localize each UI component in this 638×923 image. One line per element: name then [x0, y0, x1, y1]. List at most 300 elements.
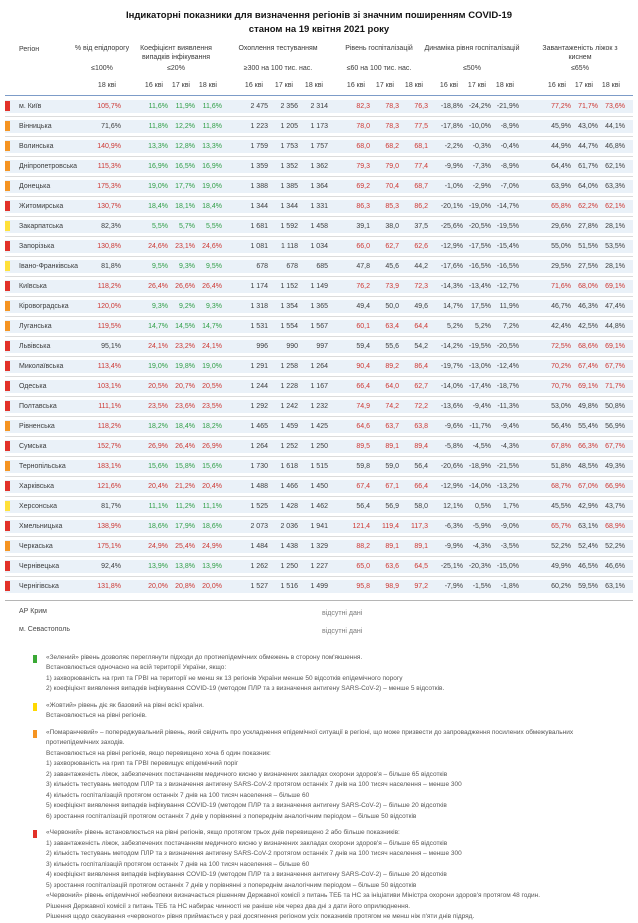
value-cell: 20,7% [175, 382, 195, 390]
value-cell: 1 388 [250, 182, 268, 190]
value-cell: 70,7% [551, 382, 571, 390]
value-cell: 117,3 [411, 522, 428, 530]
value-cell: 16,9% [148, 162, 168, 170]
region-name: м. Київ [19, 102, 42, 110]
value-cell: 95,8 [356, 582, 370, 590]
value-cell: 69,1% [578, 382, 598, 390]
value-cell: 20,0% [148, 582, 168, 590]
value-cell: 86,4 [414, 362, 428, 370]
value-cell: 66,4 [414, 482, 428, 490]
value-cell: 13,8% [175, 562, 195, 570]
value-cell: -21,9% [496, 102, 519, 110]
value-cell: 990 [286, 342, 298, 350]
column-group-label: Охоплення тестуванням [238, 44, 318, 52]
page-title [0, 0, 638, 38]
value-cell: 64,0 [385, 382, 399, 390]
date-header: 18 кві [601, 81, 620, 89]
column-group-testing-coverage [223, 44, 333, 72]
region-name: Хмельницька [19, 522, 63, 530]
value-cell: -12,9% [440, 482, 463, 490]
value-cell: 1 618 [280, 462, 298, 470]
value-cell: 74,2 [385, 402, 399, 410]
legend-line: Рішення щодо скасування «червоного» рівня приймається у разі досягнення регіоном усіх показників протягом не менш ніж п'яти днів підряд. [46, 913, 475, 921]
value-cell: 61,7% [578, 162, 598, 170]
value-cell: 70,4 [385, 182, 399, 190]
value-cell: 70,2% [551, 362, 571, 370]
value-cell: 68,2 [385, 142, 399, 150]
value-cell: 130,7% [97, 202, 121, 210]
orange-level-icon [33, 730, 37, 738]
value-cell: 183,1% [97, 462, 121, 470]
header-separator-line [5, 95, 633, 96]
region-name: Житомирська [19, 202, 64, 210]
value-cell: 120,0% [97, 302, 121, 310]
date-header: 18 кві [304, 81, 323, 89]
value-cell: 1 252 [280, 442, 298, 450]
value-cell: 1 753 [280, 142, 298, 150]
no-data-row [5, 608, 633, 626]
value-cell: 72,5% [551, 342, 571, 350]
value-cell: -9,0% [500, 522, 519, 530]
value-cell: 118,2% [97, 422, 121, 430]
value-cell: 52,2% [551, 542, 571, 550]
table-row [5, 180, 633, 193]
value-cell: 44,7% [578, 142, 598, 150]
legend-line: 1) завантаженість ліжок, забезпечених постачанням медичного кисню у визначених закладах охорони здоров'я – більше 65 відсотків [46, 839, 448, 847]
value-cell: 1 450 [310, 482, 328, 490]
value-cell: 42,9% [578, 502, 598, 510]
value-cell: 55,6 [385, 342, 399, 350]
value-cell: 48,5% [578, 462, 598, 470]
value-cell: 27,5% [578, 262, 598, 270]
date-header: 17 кві [574, 81, 593, 89]
value-cell: 5,5% [152, 222, 168, 230]
value-cell: 1 759 [250, 142, 268, 150]
column-group-threshold: ≤50% [463, 64, 481, 72]
value-cell: 103,1% [97, 382, 121, 390]
region-level-orange-icon [5, 181, 10, 191]
level-indicator-cell [5, 481, 19, 491]
region-level-orange-icon [5, 141, 10, 151]
level-indicator-cell [5, 541, 19, 551]
value-cell: 19,0% [148, 362, 168, 370]
value-cell: 89,4 [414, 442, 428, 450]
value-cell: 118,2% [97, 282, 121, 290]
value-cell: -16,5% [496, 262, 519, 270]
value-cell: 1 365 [310, 302, 328, 310]
value-cell: 67,7% [605, 442, 625, 450]
date-header: 17 кві [467, 81, 486, 89]
value-cell: 131,8% [97, 582, 121, 590]
value-cell: 26,4% [202, 282, 222, 290]
column-group-label: Динаміка рівня госпіталізацій [424, 44, 520, 52]
value-cell: 24,6% [148, 242, 168, 250]
page-title-line1: Індикаторні показники для визначення регіонів зі значним поширенням COVID-19 [125, 10, 513, 21]
value-cell: 58,0 [414, 502, 428, 510]
value-cell: -4,5% [472, 442, 491, 450]
value-cell: 50,8% [605, 402, 625, 410]
value-cell: 54,2 [414, 342, 428, 350]
value-cell: -18,7% [496, 382, 519, 390]
value-cell: 20,0% [202, 582, 222, 590]
value-cell: 49,8% [578, 402, 598, 410]
date-header: 17 кві [171, 81, 190, 89]
value-cell: 71,6% [101, 122, 121, 130]
region-name: Львівська [19, 342, 51, 350]
table-row [5, 340, 633, 353]
date-header: 16 кві [439, 81, 458, 89]
value-cell: 14,7% [202, 322, 222, 330]
value-cell: 13,3% [148, 142, 168, 150]
region-name: Черкаська [19, 542, 53, 550]
region-level-red-icon [5, 401, 10, 411]
value-cell: -5,8% [444, 442, 463, 450]
value-cell: 152,7% [97, 442, 121, 450]
value-cell: 23,1% [175, 242, 195, 250]
table-row [5, 520, 633, 533]
value-cell: 9,3% [152, 302, 168, 310]
value-cell: 9,5% [152, 262, 168, 270]
value-cell: 5,2% [475, 322, 491, 330]
value-cell: 49,9% [551, 562, 571, 570]
value-cell: -25,6% [440, 222, 463, 230]
value-cell: 44,1% [605, 122, 625, 130]
value-cell: 175,1% [97, 542, 121, 550]
value-cell: -12,7% [496, 282, 519, 290]
value-cell: -9,9% [444, 162, 463, 170]
value-cell: -2,2% [444, 142, 463, 150]
date-header: 17 кві [375, 81, 394, 89]
value-cell: 1 499 [310, 582, 328, 590]
value-cell: -19,5% [496, 222, 519, 230]
value-cell: 68,1 [414, 142, 428, 150]
table-row [5, 480, 633, 493]
value-cell: 20,5% [202, 382, 222, 390]
value-cell: 49,6 [414, 302, 428, 310]
legend [0, 653, 638, 923]
value-cell: 88,2 [356, 542, 370, 550]
value-cell: 19,0% [202, 182, 222, 190]
value-cell: 1 465 [250, 422, 268, 430]
region-level-orange-icon [5, 161, 10, 171]
value-cell: 1 462 [310, 502, 328, 510]
value-cell: 1 292 [250, 402, 268, 410]
red-level-icon [33, 830, 37, 838]
value-cell: -14,0% [440, 382, 463, 390]
region-name: Закарпатська [19, 222, 64, 230]
value-cell: 64,4 [414, 322, 428, 330]
value-cell: 14,7% [443, 302, 463, 310]
region-name: Дніпропетровська [19, 162, 78, 170]
value-cell: 68,7 [414, 182, 428, 190]
legend-block-yellow [0, 701, 638, 722]
value-cell: 1 242 [280, 402, 298, 410]
legend-line: Рішення Державної комісії з питань ТЕБ та НС набирає чинності не раніше ніж через два дні з дати його оприлюднення. [46, 902, 411, 910]
value-cell: 15,8% [175, 462, 195, 470]
region-level-orange-icon [5, 461, 10, 471]
value-cell: 1 118 [281, 242, 298, 250]
legend-line: «Жовтий» рівень діє як базовий на рівні всієї країни. [46, 701, 204, 709]
level-indicator-cell [5, 361, 19, 371]
region-level-red-icon [5, 361, 10, 371]
column-group-hospitalization-dynamics [422, 44, 522, 72]
region-name: Херсонська [19, 502, 58, 510]
value-cell: -2,9% [472, 182, 491, 190]
value-cell: 20,4% [148, 482, 168, 490]
value-cell: 18,4% [148, 202, 168, 210]
value-cell: 13,9% [148, 562, 168, 570]
value-cell: 24,9% [202, 542, 222, 550]
value-cell: 9,3% [206, 302, 222, 310]
value-cell: 996 [256, 342, 268, 350]
value-cell: 140,9% [97, 142, 121, 150]
value-cell: 14,5% [175, 322, 195, 330]
value-cell: 1 329 [310, 542, 328, 550]
value-cell: -0,3% [472, 142, 491, 150]
level-indicator-cell [5, 221, 19, 231]
value-cell: -24,2% [468, 102, 491, 110]
value-cell: -20,5% [496, 342, 519, 350]
value-cell: 11,1% [202, 502, 222, 510]
region-name: Кіровоградська [19, 302, 69, 310]
region-name: Полтавська [19, 402, 57, 410]
value-cell: 39,1 [356, 222, 370, 230]
value-cell: 63,1% [605, 582, 625, 590]
value-cell: -20,3% [468, 562, 491, 570]
value-cell: 46,3% [578, 302, 598, 310]
value-cell: 67,7% [605, 362, 625, 370]
column-group-hospitalization-level [324, 44, 434, 72]
value-cell: 18,2% [202, 422, 222, 430]
value-cell: 67,0% [578, 482, 598, 490]
value-cell: -19,0% [468, 202, 491, 210]
level-indicator-cell [5, 501, 19, 511]
table-row [5, 220, 633, 233]
value-cell: -13,0% [468, 362, 491, 370]
value-cell: 52,2% [605, 542, 625, 550]
value-cell: 28,1% [605, 262, 625, 270]
value-cell: 11,9% [175, 102, 195, 110]
table-row [5, 240, 633, 253]
date-header: 18 кві [198, 81, 217, 89]
value-cell: 56,9% [605, 422, 625, 430]
table-row [5, 380, 633, 393]
column-group-threshold: ≤20% [167, 64, 185, 72]
value-cell: 65,7% [551, 522, 571, 530]
value-cell: 2 314 [310, 102, 328, 110]
value-cell: 121,6% [97, 482, 121, 490]
value-cell: 26,4% [148, 282, 168, 290]
region-level-yellow-icon [5, 261, 10, 271]
value-cell: 71,7% [605, 382, 625, 390]
level-indicator-cell [5, 441, 19, 451]
value-cell: 67,4% [578, 362, 598, 370]
legend-line: 1) захворюваність на грип та ГРВІ на території не менш як 13 регіонів України менше 50 відсотків епідемічного порогу [46, 674, 403, 682]
value-cell: 26,9% [202, 442, 222, 450]
value-cell: 1 941 [310, 522, 328, 530]
level-indicator-cell [5, 421, 19, 431]
value-cell: 62,7 [385, 242, 399, 250]
value-cell: -10,0% [468, 122, 491, 130]
value-cell: 11,8% [202, 122, 222, 130]
value-cell: 18,6% [202, 522, 222, 530]
column-group-threshold: ≤65% [571, 64, 589, 72]
level-indicator-cell [5, 521, 19, 531]
region-level-red-icon [5, 561, 10, 571]
level-indicator-cell [5, 581, 19, 591]
date-header: 16 кві [144, 81, 163, 89]
table-row [5, 300, 633, 313]
region-name: Луганська [19, 322, 52, 330]
value-cell: 64,0% [578, 182, 598, 190]
value-cell: 67,1 [385, 482, 399, 490]
level-indicator-cell [5, 381, 19, 391]
value-cell: 1 515 [310, 462, 328, 470]
value-cell: 19,0% [148, 182, 168, 190]
value-cell: 5,2% [447, 322, 463, 330]
value-cell: 68,9% [605, 522, 625, 530]
value-cell: 24,6% [202, 242, 222, 250]
legend-line: Встановлюється на рівні регіонів, якщо перевищено хоча б один показник: [46, 749, 271, 757]
value-cell: 66,4 [356, 382, 370, 390]
table-row [5, 320, 633, 333]
legend-block-green [0, 653, 638, 695]
value-cell: -3,5% [500, 542, 519, 550]
green-level-icon [33, 655, 37, 663]
value-cell: 119,5% [97, 322, 121, 330]
region-name: Запорізька [19, 242, 55, 250]
value-cell: 17,5% [471, 302, 491, 310]
value-cell: 678 [256, 262, 268, 270]
value-cell: -17,5% [468, 242, 491, 250]
region-level-orange-icon [5, 301, 10, 311]
region-name: Рівненська [19, 422, 55, 430]
value-cell: 26,9% [148, 442, 168, 450]
table-row [5, 540, 633, 553]
value-cell: 11,6% [202, 102, 222, 110]
region-level-red-icon [5, 481, 10, 491]
value-cell: 1 364 [310, 182, 328, 190]
value-cell: 44,2 [414, 262, 428, 270]
column-group-threshold: ≤100% [91, 64, 113, 72]
value-cell: -14,7% [496, 202, 519, 210]
value-cell: 1 174 [250, 282, 268, 290]
region-level-yellow-icon [5, 501, 10, 511]
no-data-section [5, 600, 633, 644]
value-cell: 24,9% [148, 542, 168, 550]
value-cell: 26,6% [175, 282, 195, 290]
value-cell: 63,9% [551, 182, 571, 190]
value-cell: 64,6 [356, 422, 370, 430]
legend-line: 4) кількість госпіталізацій протягом останніх 7 днів на 100 тисяч населення – більше 60 [46, 791, 310, 799]
value-cell: 20,8% [175, 582, 195, 590]
table-row [5, 440, 633, 453]
value-cell: -13,2% [496, 482, 519, 490]
value-cell: 0,5% [475, 502, 491, 510]
value-cell: 89,1 [385, 442, 399, 450]
table-header [0, 38, 638, 97]
value-cell: -11,3% [497, 402, 519, 410]
value-cell: 55,0% [551, 242, 571, 250]
value-cell: 1 167 [310, 382, 328, 390]
value-cell: 68,0 [356, 142, 370, 150]
legend-block-orange [0, 728, 638, 823]
date-header: 18 кві [495, 81, 514, 89]
value-cell: 1 173 [310, 122, 328, 130]
value-cell: 9,3% [179, 262, 195, 270]
value-cell: 78,3 [385, 102, 399, 110]
level-indicator-cell [5, 181, 19, 191]
value-cell: 23,5% [202, 402, 222, 410]
value-cell: 69,1% [605, 282, 625, 290]
value-cell: 1 081 [250, 242, 268, 250]
region-name: Донецька [19, 182, 51, 190]
value-cell: 1 681 [250, 222, 268, 230]
region-name: Одеська [19, 382, 47, 390]
value-cell: 97,2 [414, 582, 428, 590]
value-cell: 89,1 [385, 542, 399, 550]
value-cell: 95,1% [101, 342, 121, 350]
value-cell: 1 525 [250, 502, 268, 510]
legend-line: 2) коефіцієнт виявлення випадків інфікування COVID-19 (методом ПЛР та з визначення антигену SARS-CoV-2) – менше 5 відсотків. [46, 685, 445, 693]
value-cell: 7,2% [503, 322, 519, 330]
value-cell: 16,9% [202, 162, 222, 170]
region-name: Волинська [19, 142, 54, 150]
legend-line: 2) кількість тестувань методом ПЛР та з визначення антигену SARS-CoV-2 протягом останніх 7 днів на 100 тисяч населення – менше 300 [46, 850, 462, 858]
value-cell: 685 [316, 262, 328, 270]
value-cell: 1 567 [310, 322, 328, 330]
value-cell: 997 [316, 342, 328, 350]
value-cell: 1 385 [280, 182, 298, 190]
column-header-region: Регіон [19, 45, 40, 53]
value-cell: -20,5% [468, 222, 491, 230]
value-cell: -12,4% [496, 362, 519, 370]
value-cell: 65,8% [551, 202, 571, 210]
value-cell: 66,9% [605, 482, 625, 490]
value-cell: 92,4% [101, 562, 121, 570]
value-cell: 63,7 [385, 422, 399, 430]
region-name: Чернігівська [19, 582, 59, 590]
value-cell: 19,8% [175, 362, 195, 370]
value-cell: 63,6 [385, 562, 399, 570]
value-cell: 68,7% [551, 482, 571, 490]
value-cell: 1 227 [310, 562, 328, 570]
value-cell: -8,9% [500, 162, 519, 170]
value-cell: 77,2% [551, 102, 571, 110]
value-cell: 18,6% [148, 522, 168, 530]
value-cell: 23,6% [175, 402, 195, 410]
value-cell: 11,2% [175, 502, 195, 510]
region-level-red-icon [5, 281, 10, 291]
table-row [5, 100, 633, 113]
value-cell: 1 149 [310, 282, 328, 290]
table-row [5, 500, 633, 513]
table-row [5, 200, 633, 213]
region-level-red-icon [5, 201, 10, 211]
value-cell: 45,5% [551, 502, 571, 510]
value-cell: 1 318 [250, 302, 268, 310]
region-level-red-icon [5, 581, 10, 591]
date-header: 16 кві [346, 81, 365, 89]
value-cell: 23,5% [148, 402, 168, 410]
value-cell: 49,3% [605, 462, 625, 470]
region-name: Тернопільська [19, 462, 66, 470]
value-cell: 23,2% [175, 342, 195, 350]
level-indicator-cell [5, 261, 19, 271]
value-cell: 1 438 [280, 542, 298, 550]
date-header: 16 кві [547, 81, 566, 89]
value-cell: 50,0 [385, 302, 399, 310]
